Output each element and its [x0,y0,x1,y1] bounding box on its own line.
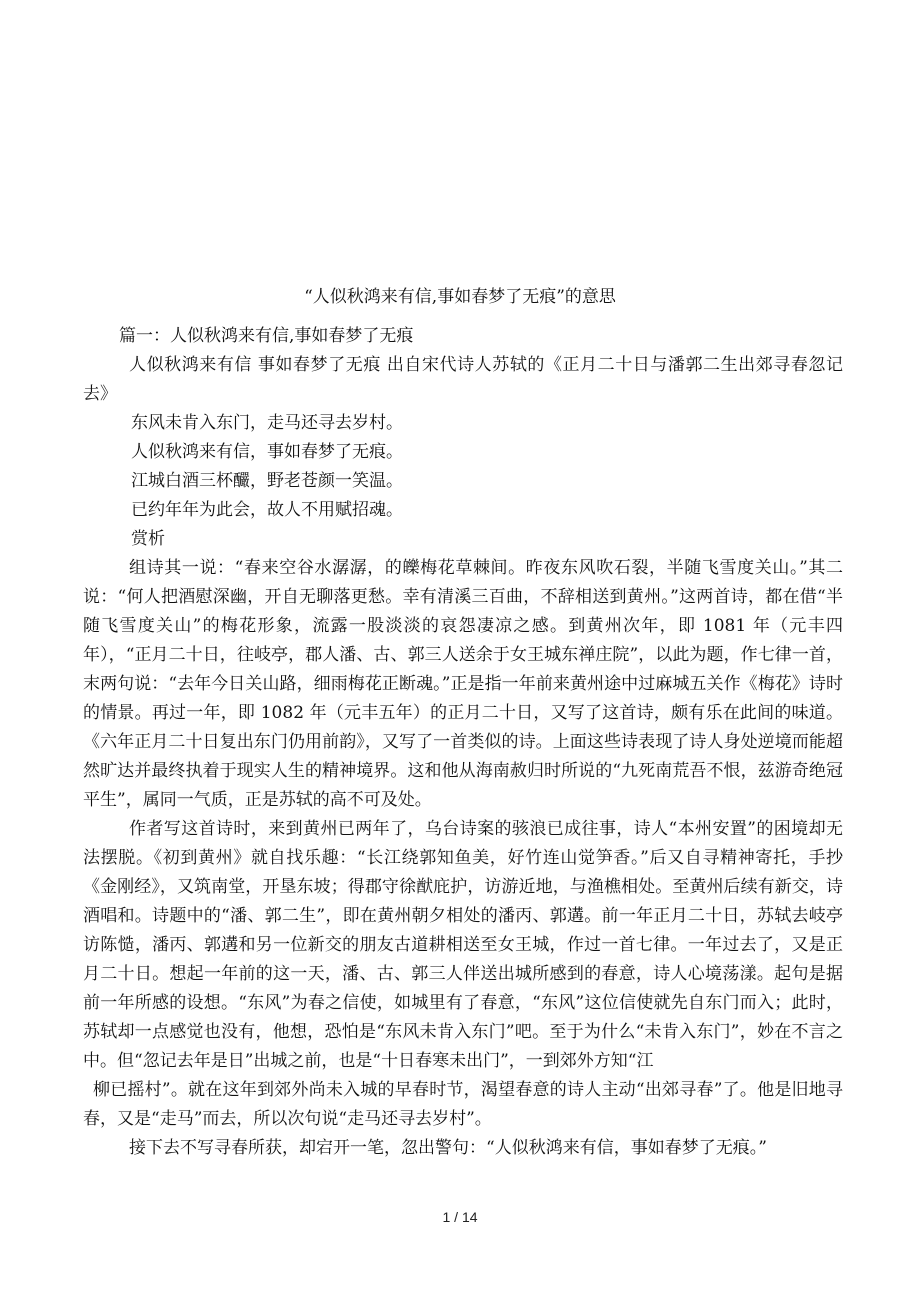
page-indicator: 1 / 14 [442,1209,478,1225]
poem-line: 已约年年为此会，故人不用赋招魂。 [131,500,403,520]
body-paragraph: 柳已摇村”。就在这年到郊外尚未入城的早春时节，渴望春意的诗人主动“出郊寻春”了。他是旧地寻春，又是“走马”而去，所以次句说“走马还寻去岁村”。 [83,1080,843,1129]
body-paragraph: 组诗其一说：“春来空谷水潺潺，的皪梅花草棘间。昨夜东风吹石裂，半随飞雪度关山。”其二说：“何人把酒慰深幽，开自无聊落更愁。幸有清溪三百曲，不辞相送到黄州。”这两首诗，都在借“半随飞雪度关山”的梅花形象，流露一股淡淡的哀怨凄凉之感。到黄州次年，即 1081 年（元丰四年），“正月二十日，往岐亭，郡人潘、古、郭三人送余于女王城东禅庄院”，以此为题，作七律一首，末两句说：“去年今日关山路，细雨梅花正断魂。”正是指一年前来黄州途中过麻城五关作《梅花》诗时的情景。再过一年，即 1082 年（元丰五年）的正月二十日，又写了这首诗，颇有乐在此间的味道。《六年正月二十日复出东门仍用前韵》，又写了一首类似的诗。上面这些诗表现了诗人身处逆境而能超然旷达并最终执着于现实人生的精神境界。这和他从海南赦归时所说的“九死南荒吾不恨，兹游奇绝冠平生”，属同一气质，正是苏轼的高不可及处。 [83,558,843,810]
body-paragraph: 接下去不写寻春所获，却宕开一笔，忽出警句：“人似秋鸿来有信，事如春梦了无痕。” [129,1138,767,1158]
section-heading: 篇一：人似秋鸿来有信,事如春梦了无痕 [119,326,414,346]
document-body [83,322,843,1163]
poem-line: 东风未肯入东门，走马还寻去岁村。 [131,413,403,433]
intro-paragraph: 人似秋鸿来有信 事如春梦了无痕 出自宋代诗人苏轼的《正月二十日与潘郭二生出郊寻春忽记去》 [83,355,843,404]
poem-line: 人似秋鸿来有信，事如春梦了无痕。 [131,442,403,462]
poem-line: 江城白酒三杯釅，野老苍颜一笑温。 [131,471,403,491]
appreciation-label: 赏析 [131,529,165,549]
document-title: “人似秋鸿来有信,事如春梦了无痕”的意思 [304,287,616,307]
body-paragraph: 作者写这首诗时，来到黄州已两年了，乌台诗案的骇浪已成往事，诗人“本州安置”的困境却无法摆脱。《初到黄州》就自找乐趣：“长江绕郭知鱼美，好竹连山觉笋香。”后又自寻精神寄托，手抄《金刚经》，又筑南堂，开垦东坡；得郡守徐猷庇护，访游近地，与渔樵相处。至黄州后续有新交，诗酒唱和。诗题中的“潘、郭二生”，即在黄州朝夕相处的潘丙、郭遘。前一年正月二十日，苏轼去岐亭访陈慥，潘丙、郭遘和另一位新交的朋友古道耕相送至女王城，作过一首七律。一年过去了，又是正月二十日。想起一年前的这一天，潘、古、郭三人伴送出城所感到的春意，诗人心境荡漾。起句是据前一年所感的设想。“东风”为春之信使，如城里有了春意，“东风”这位信使就先自东门而入；此时，苏轼却一点感觉也没有，他想，恐怕是“东风未肯入东门”吧。至于为什么“未肯入东门”，妙在不言之中。但“忽记去年是日”出城之前，也是“十日春寒未出门”，一到郊外方知“江 [83,819,843,1071]
